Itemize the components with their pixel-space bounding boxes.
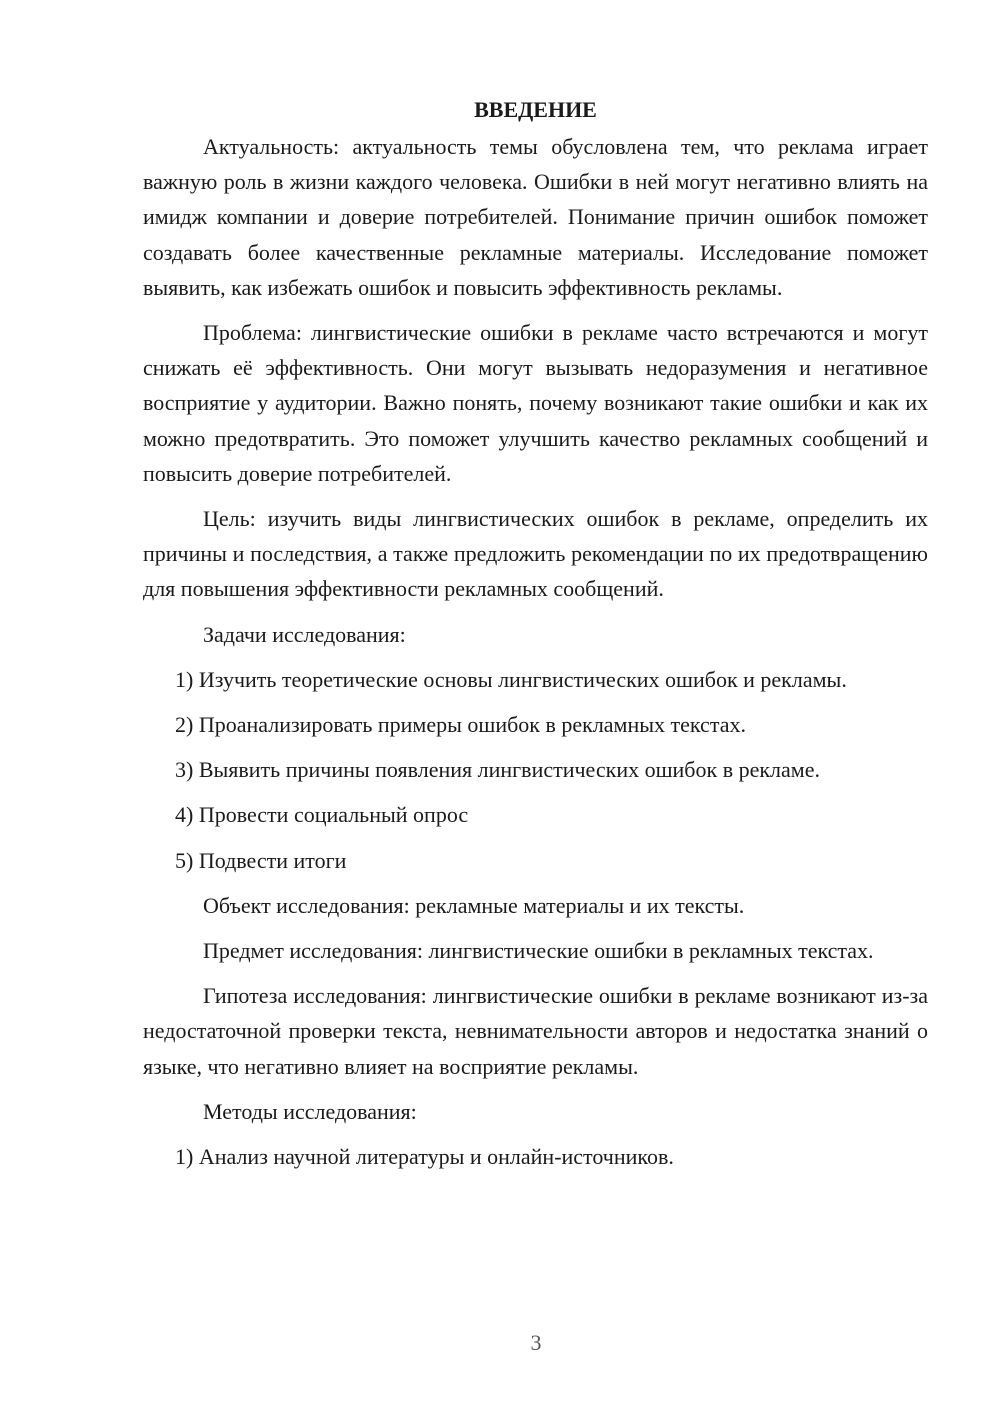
list-item: 2) Проанализировать примеры ошибок в рекламных текстах. bbox=[175, 712, 746, 738]
list-item: 1) Изучить теоретические основы лингвистических ошибок и рекламы. bbox=[175, 666, 847, 692]
hypothesis-paragraph: Гипотеза исследования: лингвистические ошибки в рекламе возникают из-за недостаточной проверки текста, невнимательности авторов и недостатка знаний о языке, что негативно влияет на восприятие рекламы. bbox=[143, 983, 928, 1079]
list-item: 3) Выявить причины появления лингвистических ошибок в рекламе. bbox=[175, 757, 820, 783]
object-paragraph: Объект исследования: рекламные материалы и их тексты. bbox=[203, 892, 745, 918]
tasks-heading: Задачи исследования: bbox=[203, 621, 406, 647]
list-item: 5) Подвести итоги bbox=[175, 847, 347, 873]
tasks-list bbox=[143, 662, 928, 878]
problem-paragraph: Проблема: лингвистические ошибки в рекламе часто встречаются и могут снижать её эффективность. Они могут вызывать недоразумения и негативное восприятие у аудитории. Важно понять, почему возникают такие ошибки и как их можно предотвратить. Это поможет улучшить качество рекламных сообщений и повысить доверие потребителей. bbox=[143, 320, 928, 486]
methods-heading: Методы исследования: bbox=[203, 1098, 417, 1124]
document-page bbox=[143, 95, 928, 1184]
goal-paragraph: Цель: изучить виды лингвистических ошибок в рекламе, определить их причины и последствия, а также предложить рекомендации по их предотвращению для повышения эффективности рекламных сообщений. bbox=[143, 506, 928, 602]
page-number: 3 bbox=[530, 1330, 542, 1355]
list-item: 4) Провести социальный опрос bbox=[175, 802, 469, 828]
page-title: ВВЕДЕНИЕ bbox=[474, 97, 597, 122]
subject-paragraph: Предмет исследования: лингвистические ошибки в рекламных текстах. bbox=[203, 938, 874, 964]
relevance-paragraph: Актуальность: актуальность темы обусловлена тем, что реклама играет важную роль в жизни каждого человека. Ошибки в ней могут негативно влиять на имидж компании и доверие потребителей. Понимание причин ошибок поможет создавать более качественные рекламные материалы. Исследование поможет выявить, как избежать ошибок и повысить эффективность рекламы. bbox=[143, 134, 928, 300]
methods-list bbox=[143, 1139, 928, 1174]
list-item: 1) Анализ научной литературы и онлайн-источников. bbox=[175, 1144, 674, 1170]
